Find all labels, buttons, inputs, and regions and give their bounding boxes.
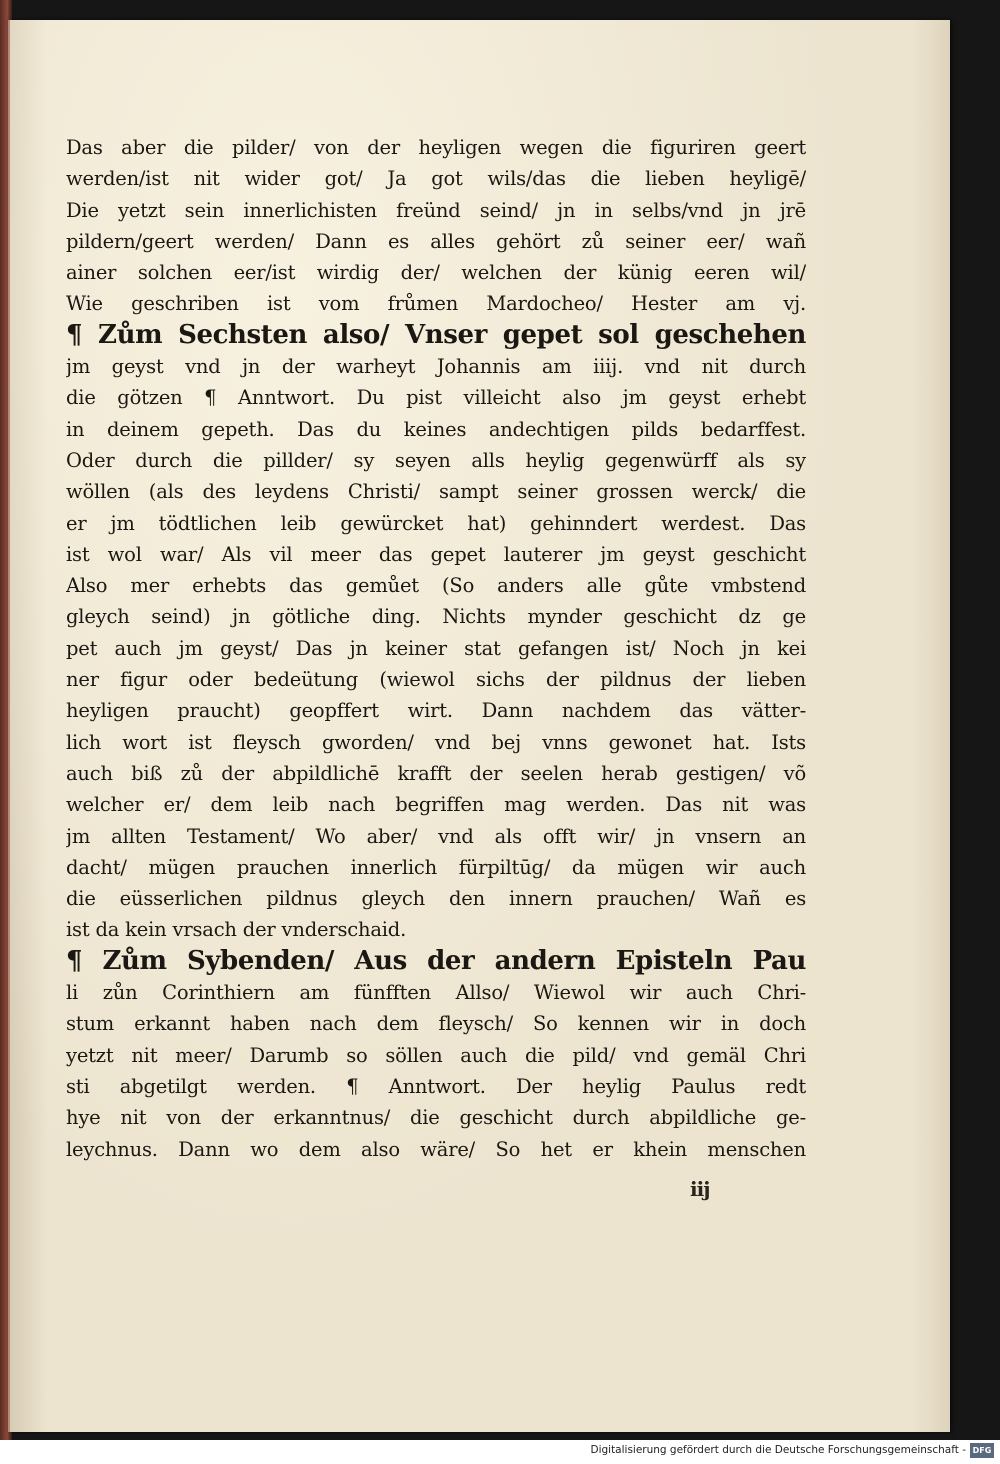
text-line: ner figur oder bedeütung (wiewol sichs der pildnus der lieben — [66, 668, 806, 692]
text-line: die eüsserlichen pildnus gleych den innern prauchen/ Wañ es — [66, 887, 806, 911]
text-line: hye nit von der erkanntnus/ die geschicht durch abpildliche ge- — [66, 1106, 806, 1130]
text-line: welcher er/ dem leib nach begriffen mag werden. Das nit was — [66, 793, 806, 817]
text-line: in deinem gepeth. Das du keines andechtigen pilds bedarffest. — [66, 417, 806, 441]
text-line: Wie geschriben ist vom frůmen Mardocheo/ Hester am vj. — [66, 292, 806, 316]
text-line: pildern/geert werden/ Dann es alles gehört zů seiner eer/ wañ — [66, 229, 806, 253]
book-page — [8, 20, 950, 1432]
text-line: jm geyst vnd jn der warheyt Johannis am iiij. vnd nit durch — [66, 355, 806, 379]
signature-mark: iij — [690, 1177, 710, 1201]
text-line: leychnus. Dann wo dem also wäre/ So het er khein menschen — [66, 1137, 806, 1161]
text-line: ist wol war/ Als vil meer das gepet lauterer jm geyst geschicht — [66, 542, 806, 566]
dfg-logo: DFG — [970, 1443, 994, 1458]
text-line: sti abgetilgt werden. ¶ Anntwort. Der heylig Paulus redt — [66, 1074, 806, 1098]
text-line: ist da kein vrsach der vnderschaid. — [66, 918, 407, 942]
text-line: ainer solchen eer/ist wirdig der/ welchen der künig eeren wil/ — [66, 261, 806, 285]
text-line: werden/ist nit wider got/ Ja got wils/das die lieben heyligē/ — [66, 167, 806, 191]
text-line: wöllen (als des leydens Christi/ sampt seiner grossen werck/ die — [66, 480, 806, 504]
footer-strip — [0, 1440, 1000, 1464]
text-line: pet auch jm geyst/ Das jn keiner stat gefangen ist/ Noch jn kei — [66, 636, 806, 660]
section-heading-line: ¶ Zům Sybenden/ Aus der andern Episteln Pau — [66, 945, 806, 976]
text-line: li zůn Corinthiern am fünfften Allso/ Wiewol wir auch Chri- — [66, 981, 806, 1005]
footer-credit: Digitalisierung gefördert durch die Deutsche Forschungsgemeinschaft - — [590, 1444, 966, 1456]
text-line: dacht/ mügen prauchen innerlich fürpiltūg/ da mügen wir auch — [66, 855, 806, 879]
page-text-block — [66, 132, 806, 1165]
text-line: heyligen praucht) geopffert wirt. Dann nachdem das vätter- — [66, 699, 806, 723]
text-line: yetzt nit meer/ Darumb so söllen auch die pild/ vnd gemäl Chri — [66, 1043, 806, 1067]
text-line: lich wort ist fleysch gworden/ vnd bej vnns gewonet hat. Ists — [66, 730, 806, 754]
text-line: Die yetzt sein innerlichisten freünd seind/ jn in selbs/vnd jn jrē — [66, 198, 806, 222]
text-line: gleych seind) jn götliche ding. Nichts mynder geschicht dz ge — [66, 605, 806, 629]
text-line: Also mer erhebts das gemůet (So anders alle gůte vmbstend — [66, 574, 806, 598]
text-line: Das aber die pilder/ von der heyligen wegen die figuriren geert — [66, 136, 806, 159]
text-line: stum erkannt haben nach dem fleysch/ So kennen wir in doch — [66, 1012, 806, 1036]
section-heading-line: ¶ Zům Sechsten also/ Vnser gepet sol geschehen — [66, 319, 806, 350]
text-line: auch biß zů der abpildlichē krafft der seelen herab gestigen/ võ — [66, 761, 806, 785]
text-line: die götzen ¶ Anntwort. Du pist villeicht also jm geyst erhebt — [66, 386, 806, 410]
text-line: er jm tödtlichen leib gewürcket hat) gehinndert werdest. Das — [66, 511, 806, 535]
text-line: Oder durch die pillder/ sy seyen alls heylig gegenwürff als sy — [66, 448, 806, 472]
text-line: jm allten Testament/ Wo aber/ vnd als offt wir/ jn vnsern an — [66, 824, 806, 848]
